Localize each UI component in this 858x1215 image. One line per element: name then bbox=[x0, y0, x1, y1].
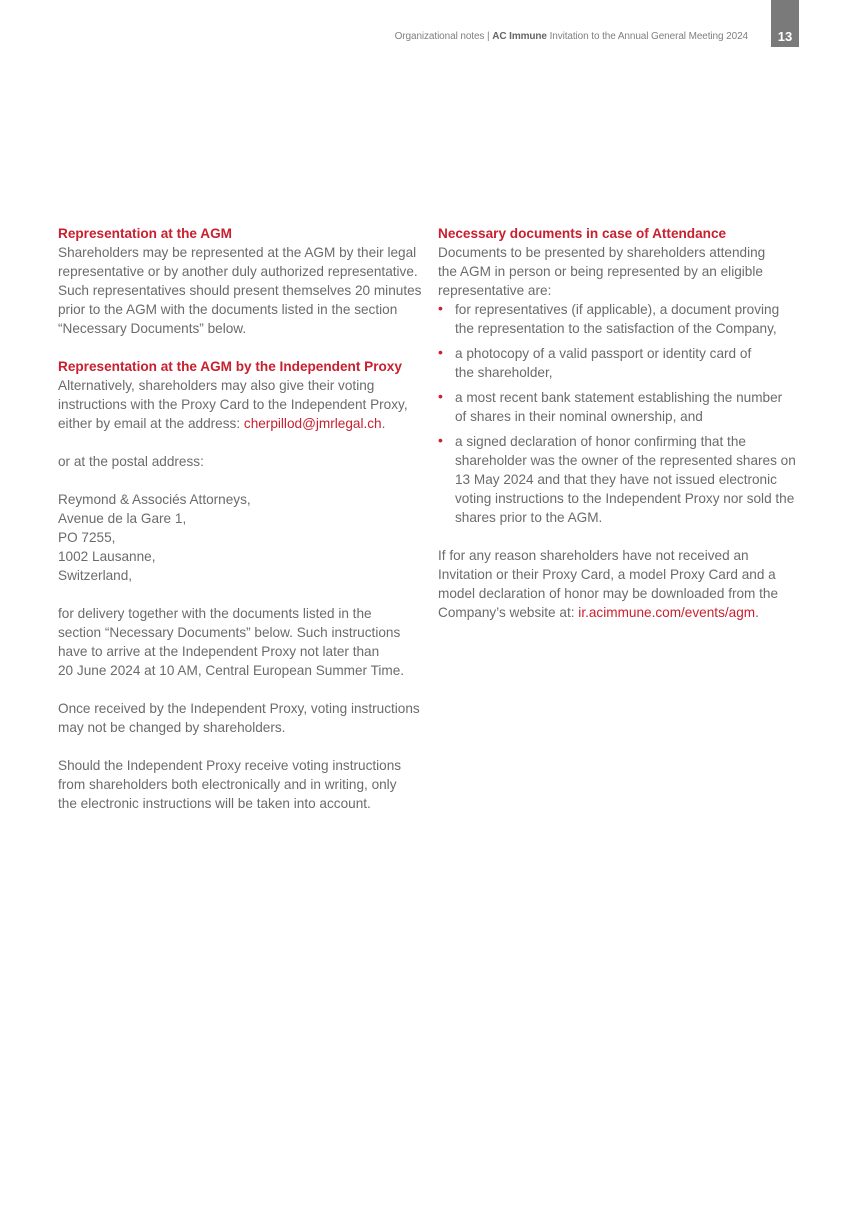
text-line: of shares in their nominal ownership, and bbox=[455, 409, 703, 424]
documents-intro bbox=[438, 243, 804, 300]
header-title: Invitation to the Annual General Meeting 2024 bbox=[549, 31, 748, 42]
text-line: If for any reason shareholders have not received an bbox=[438, 548, 749, 563]
running-header bbox=[395, 31, 748, 42]
text-line: representative or by another duly authorized representative. bbox=[58, 264, 418, 279]
text-line: “Necessary Documents” below. bbox=[58, 321, 247, 336]
documents-list bbox=[438, 300, 804, 527]
text-line: from shareholders both electronically and in writing, only bbox=[58, 777, 397, 792]
postal-address bbox=[58, 490, 424, 585]
delivery-paragraph bbox=[58, 604, 424, 680]
text-line: Alternatively, shareholders may also give their voting bbox=[58, 378, 375, 393]
header-section: Organizational notes bbox=[394, 31, 485, 42]
text-line: 13 May 2024 and that they have not issued electronic bbox=[455, 472, 777, 487]
representation-paragraph bbox=[58, 243, 424, 338]
text-line: either by email at the address: bbox=[58, 416, 244, 431]
header-separator: | bbox=[487, 31, 490, 42]
right-column bbox=[438, 224, 804, 622]
text-line: a signed declaration of honor confirming that the bbox=[455, 434, 746, 449]
website-link[interactable]: ir.acimmune.com/events/agm bbox=[578, 605, 756, 620]
text-line: instructions with the Proxy Card to the Independent Proxy, bbox=[58, 397, 408, 412]
text-line: the representation to the satisfaction of the Company, bbox=[455, 321, 777, 336]
text-line: model declaration of honor may be downloaded from the bbox=[438, 586, 779, 601]
postal-intro: or at the postal address: bbox=[58, 454, 204, 469]
electronic-instructions-paragraph bbox=[58, 756, 424, 813]
text-line: Company’s website at: bbox=[438, 605, 579, 620]
list-item bbox=[438, 432, 804, 527]
text-line: 20 June 2024 at 10 AM, Central European Summer Time. bbox=[58, 663, 405, 678]
text-line: voting instructions to the Independent Proxy nor sold the bbox=[455, 491, 795, 506]
text-line: for delivery together with the documents listed in the bbox=[58, 606, 372, 621]
text-line: Invitation or their Proxy Card, a model Proxy Card and a bbox=[438, 567, 776, 582]
left-column bbox=[58, 224, 424, 813]
text-line: Such representatives should present themselves 20 minutes bbox=[58, 283, 422, 298]
address-line: Switzerland, bbox=[58, 568, 133, 583]
text-line: Should the Independent Proxy receive voting instructions bbox=[58, 758, 402, 773]
heading-representation: Representation at the AGM bbox=[58, 226, 232, 241]
address-line: Avenue de la Gare 1, bbox=[58, 511, 187, 526]
list-item bbox=[438, 388, 804, 426]
text-line: Documents to be presented by shareholders attending bbox=[438, 245, 766, 260]
address-line: PO 7255, bbox=[58, 530, 116, 545]
proxy-paragraph bbox=[58, 376, 424, 433]
text-line: have to arrive at the Independent Proxy not later than bbox=[58, 644, 380, 659]
list-item bbox=[438, 300, 804, 338]
text-line: a photocopy of a valid passport or identity card of bbox=[455, 346, 752, 361]
header-brand: AC Immune bbox=[492, 31, 547, 42]
website-suffix: . bbox=[755, 605, 759, 620]
text-line: section “Necessary Documents” below. Such instructions bbox=[58, 625, 401, 640]
text-line: the AGM in person or being represented by an eligible bbox=[438, 264, 763, 279]
heading-independent-proxy: Representation at the AGM by the Independent Proxy bbox=[58, 359, 402, 374]
download-paragraph bbox=[438, 546, 804, 622]
once-received-paragraph bbox=[58, 699, 424, 737]
text-line: a most recent bank statement establishing the number bbox=[455, 390, 783, 405]
text-line: may not be changed by shareholders. bbox=[58, 720, 286, 735]
text-line: shares prior to the AGM. bbox=[455, 510, 603, 525]
text-line: the shareholder, bbox=[455, 365, 553, 380]
list-item bbox=[438, 344, 804, 382]
text-line: representative are: bbox=[438, 283, 552, 298]
text-line: prior to the AGM with the documents listed in the section bbox=[58, 302, 398, 317]
text-line: the electronic instructions will be taken into account. bbox=[58, 796, 371, 811]
email-suffix: . bbox=[381, 416, 386, 431]
address-line: 1002 Lausanne, bbox=[58, 549, 156, 564]
text-line: shareholder was the owner of the represented shares on bbox=[455, 453, 796, 468]
text-line: Shareholders may be represented at the AGM by their legal bbox=[58, 245, 417, 260]
text-line: for representatives (if applicable), a document proving bbox=[455, 302, 780, 317]
heading-necessary-documents: Necessary documents in case of Attendance bbox=[438, 226, 727, 241]
address-line: Reymond & Associés Attorneys, bbox=[58, 492, 251, 507]
text-line: Once received by the Independent Proxy, voting instructions bbox=[58, 701, 420, 716]
email-link[interactable]: cherpillod@jmrlegal.ch bbox=[243, 416, 382, 431]
page-number: 13 bbox=[771, 0, 799, 47]
